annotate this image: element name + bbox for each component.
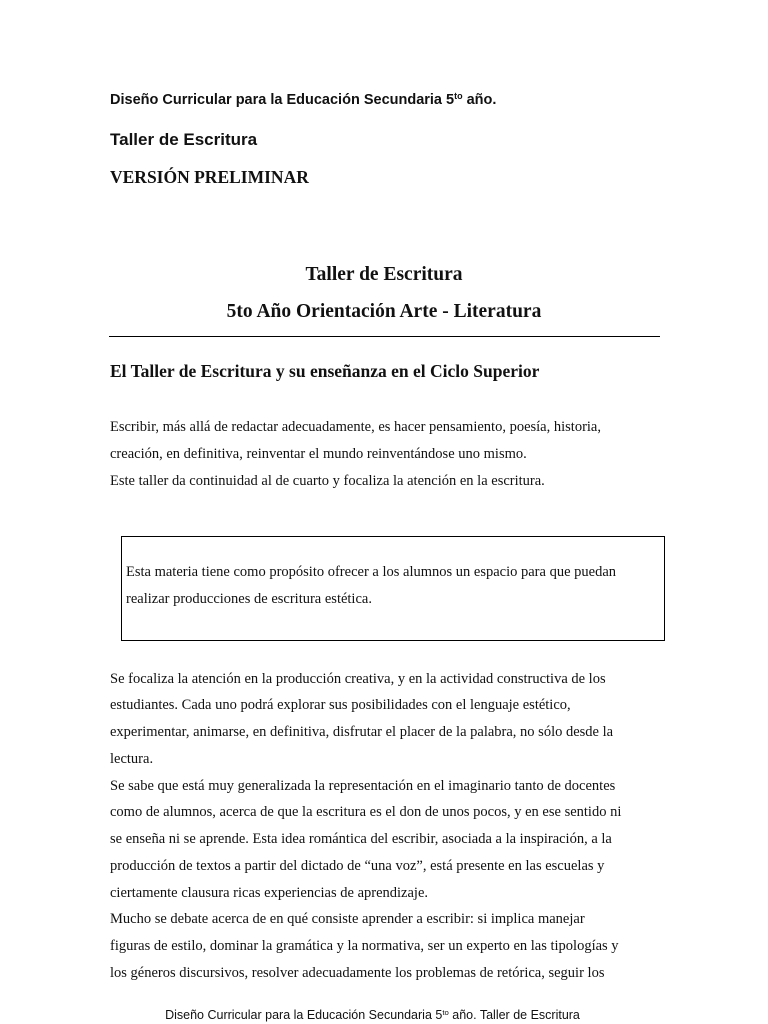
body-line: experimentar, animarse, en definitiva, disfrutar el placer de la palabra, no sólo desde la	[110, 724, 614, 740]
footer-suffix: año. Taller de Escritura	[448, 1008, 580, 1022]
body-line: figuras de estilo, dominar la gramática y la normativa, ser un experto en las tipologías y	[110, 938, 619, 954]
document-subject: Taller de Escritura	[110, 130, 258, 149]
footer-prefix: Diseño Curricular para la Educación Secundaria 5	[165, 1008, 443, 1022]
header-superscript: to	[454, 91, 463, 102]
footer-superscript: to	[442, 1007, 449, 1017]
header-suffix: año.	[462, 92, 497, 108]
intro-line: Este taller da continuidad al de cuarto y focaliza la atención en la escritura.	[110, 473, 545, 489]
purpose-box	[121, 536, 665, 641]
body-line: producción de textos a partir del dictado de “una voz”, está presente en las escuelas y	[110, 858, 605, 874]
body-line: Mucho se debate acerca de en qué consiste aprender a escribir: si implica manejar	[110, 911, 585, 927]
page-title: Taller de Escritura	[305, 264, 463, 285]
page-subtitle: 5to Año Orientación Arte - Literatura	[226, 301, 542, 322]
title-divider	[109, 336, 660, 337]
body-line: se enseña ni se aprende. Esta idea romántica del escribir, asociada a la inspiración, a la	[110, 831, 612, 847]
body-line: estudiantes. Cada uno podrá explorar sus posibilidades con el lenguaje estético,	[110, 697, 571, 713]
header-prefix: Diseño Curricular para la Educación Secundaria 5	[110, 92, 455, 108]
purpose-line: Esta materia tiene como propósito ofrecer a los alumnos un espacio para que puedan	[126, 564, 617, 580]
purpose-line: realizar producciones de escritura estética.	[126, 591, 372, 607]
version-label: VERSIÓN PRELIMINAR	[110, 167, 309, 187]
section-heading: El Taller de Escritura y su enseñanza en el Ciclo Superior	[110, 361, 540, 381]
intro-line: Escribir, más allá de redactar adecuadamente, es hacer pensamiento, poesía, historia,	[110, 419, 601, 435]
body-line: como de alumnos, acerca de que la escritura es el don de unos pocos, y en ese sentido ni	[110, 804, 622, 820]
body-line: Se focaliza la atención en la producción creativa, y en la actividad constructiva de los	[110, 671, 606, 687]
body-line: Se sabe que está muy generalizada la representación en el imaginario tanto de docentes	[110, 778, 616, 794]
body-line: ciertamente clausura ricas experiencias de aprendizaje.	[110, 885, 429, 901]
intro-line: creación, en definitiva, reinventar el mundo reinventándose uno mismo.	[110, 446, 527, 462]
document-header-line	[110, 92, 496, 108]
body-line: lectura.	[110, 751, 154, 767]
page-footer	[0, 1008, 745, 1022]
body-line: los géneros discursivos, resolver adecuadamente los problemas de retórica, seguir los	[110, 965, 605, 981]
